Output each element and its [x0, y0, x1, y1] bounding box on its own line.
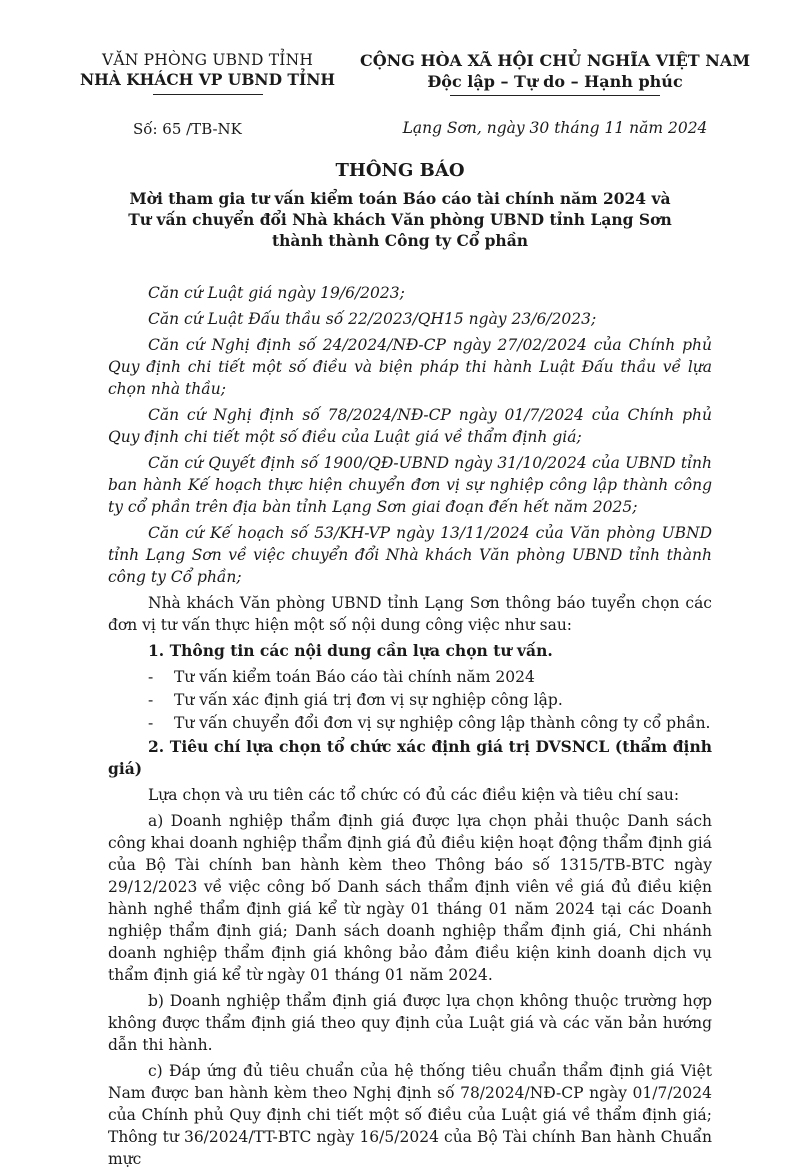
legal-basis: Căn cứ Quyết định số 1900/QĐ-UBND ngày 31/10/2024 của UBND tỉnh ban hành Kế hoạch thực hiện chuyển đơn vị sự nghiệp công lập thành công ty cổ phần trên địa bàn tỉnh Lạng Sơn giai đoạn đến hết năm 2025; — [108, 454, 712, 516]
criterion-a: a) Doanh nghiệp thẩm định giá được lựa chọn phải thuộc Danh sách công khai doanh nghiệp thẩm định giá đủ điều kiện hoạt động thẩm định giá của Bộ Tài chính ban hành kèm theo Thông báo số 1315/TB-BTC ngày 29/12/2023 về việc công bố Danh sách thẩm định viên về giá đủ điều kiện hành nghề thẩm định giá kể từ ngày 01 tháng 01 năm 2024 tại các Doanh nghiệp thẩm định giá; Danh sách doanh nghiệp thẩm định giá, Chi nhánh doanh nghiệp thẩm định giá không bảo đảm điều kiện kinh doanh dịch vụ thẩm định giá kể từ ngày 01 tháng 01 năm 2024. — [108, 812, 712, 984]
country-name: CỘNG HÒA XÃ HỘI CHỦ NGHĨA VIỆT NAM — [359, 51, 751, 70]
org-underline — [153, 94, 263, 95]
place-date: Lạng Sơn, ngày 30 tháng 11 năm 2024 — [402, 119, 708, 137]
list-item: - Tư vấn kiểm toán Báo cáo tài chính năm 2024 — [108, 666, 712, 688]
document-number: Số: 65 /TB-NK — [133, 120, 242, 138]
document-title: THÔNG BÁO — [335, 160, 465, 181]
document-body — [108, 282, 712, 1174]
intro-paragraph: Nhà khách Văn phòng UBND tỉnh Lạng Sơn thông báo tuyển chọn các đơn vị tư vấn thực hiện một số nội dung công việc như sau: — [108, 594, 712, 634]
section-2-heading: 2. Tiêu chí lựa chọn tổ chức xác định giá trị DVSNCL (thẩm định giá) — [108, 737, 712, 778]
legal-basis: Căn cứ Kế hoạch số 53/KH-VP ngày 13/11/2024 của Văn phòng UBND tỉnh Lạng Sơn về việc chuyển đổi Nhà khách Văn phòng UBND tỉnh thành công ty Cổ phần; — [108, 524, 712, 586]
section-2-lead: Lựa chọn và ưu tiên các tổ chức có đủ các điều kiện và tiêu chí sau: — [148, 786, 680, 804]
list-item: - Tư vấn chuyển đổi đơn vị sự nghiệp công lập thành công ty cổ phần. — [108, 712, 712, 734]
list-item: - Tư vấn xác định giá trị đơn vị sự nghiệp công lập. — [108, 689, 712, 711]
national-motto: Độc lập – Tự do – Hạnh phúc — [427, 72, 683, 91]
section-1-heading: 1. Thông tin các nội dung cần lựa chọn tư vấn. — [148, 641, 553, 660]
criterion-c: c) Đáp ứng đủ tiêu chuẩn của hệ thống tiêu chuẩn thẩm định giá Việt Nam được ban hành kèm theo Nghị định số 78/2024/NĐ-CP ngày 01/7/2024 của Chính phủ Quy định chi tiết một số điều của Luật giá về thẩm định giá; Thông tư 36/2024/TT-BTC ngày 16/5/2024 của Bộ Tài chính Ban hành Chuẩn mực — [108, 1062, 712, 1168]
issuing-organization — [70, 50, 345, 95]
national-header — [335, 50, 775, 96]
legal-basis: Căn cứ Luật Đấu thầu số 22/2023/QH15 ngày 23/6/2023; — [148, 310, 597, 328]
legal-basis: Căn cứ Nghị định số 24/2024/NĐ-CP ngày 27/02/2024 của Chính phủ Quy định chi tiết một số điều và biện pháp thi hành Luật Đấu thầu về lựa chọn nhà thầu; — [108, 336, 712, 398]
legal-basis: Căn cứ Luật giá ngày 19/6/2023; — [148, 284, 405, 302]
section-1-list — [108, 666, 712, 734]
document-subtitle: Mời tham gia tư vấn kiểm toán Báo cáo tài chính năm 2024 và Tư vấn chuyển đổi Nhà khách Văn phòng UBND tỉnh Lạng Sơn thành thành Công ty Cổ phần — [128, 189, 672, 250]
motto-underline — [450, 95, 660, 96]
criterion-b: b) Doanh nghiệp thẩm định giá được lựa chọn không thuộc trường hợp không được thẩm định giá theo quy định của Luật giá và các văn bản hướng dẫn thi hành. — [108, 992, 712, 1054]
org-name: NHÀ KHÁCH VP UBND TỈNH — [79, 70, 336, 89]
legal-basis: Căn cứ Nghị định số 78/2024/NĐ-CP ngày 01/7/2024 của Chính phủ Quy định chi tiết một số điều của Luật giá về thẩm định giá; — [108, 406, 712, 446]
org-parent: VĂN PHÒNG UBND TỈNH — [101, 51, 314, 69]
